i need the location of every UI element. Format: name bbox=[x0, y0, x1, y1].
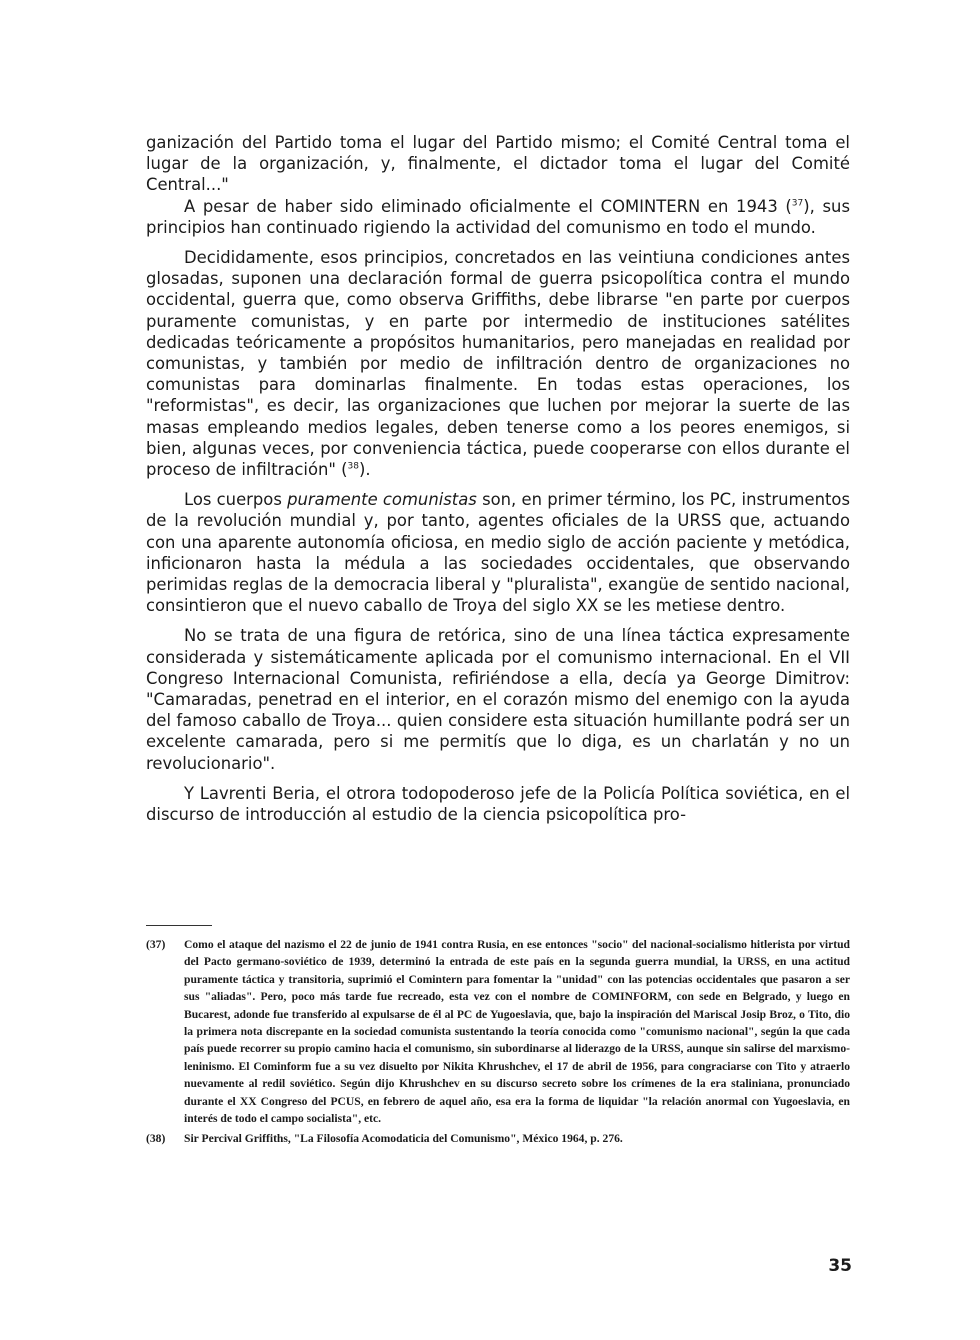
italic-phrase: puramente comunistas bbox=[287, 490, 477, 510]
paragraph-dimitrov bbox=[146, 625, 850, 773]
paragraph-communist-bodies bbox=[146, 489, 850, 616]
paragraph-text: Decididamente, esos principios, concretados en las veintiuna condiciones antes glosadas, suponen una declaración formal de guerra psicopolítica contra el mundo occidental, guerra que, como observa Griffiths, debe librarse "en parte por cuerpos puramente comunistas, y en parte por intermedio de instituciones satélites dedicadas teóricamente a propósitos humanitarios, pero manejadas en realidad por comunistas, y también por medio de infiltración dentro de organizaciones no comunistas para dominarlas finalmente. En todas estas operaciones, los "reformistas", es decir, las organizaciones que luchen por mejorar la suerte de las masas empleando medios legales, deben tenerse como a los peores enemigos, si bien, algunas veces, por conveniencia táctica, puede cooperarse con ellos durante el proceso de infiltración" ( bbox=[146, 248, 850, 480]
paragraph-text: A pesar de haber sido eliminado oficialmente el COMINTERN en 1943 ( bbox=[184, 196, 792, 216]
footnote-text: Como el ataque del nazismo el 22 de junio de 1941 contra Rusia, en ese entonces "socio" del nacional-socialismo hitlerista por virtud del Pacto germano-soviético de 1939, determinó la entrada de este país en la segunda guerra mundial, la URSS, en una actitud puramente táctica y transitoria, suprimió el Comintern para fomentar la "unidad" con las potencias occidentales que pasaron a ser sus "aliadas". Pero, poco más tarde fue recreado, esta vez con el nombre de COMINFORM, con sede en Belgrado, y luego en Bucarest, adonde fue transferido al expulsarse de él al PC de Yugoeslavia, que, bajo la inspiración del Mariscal Josip Broz, o Tito, dio la primera nota discrepante en la sociedad comunista sustentando la teoría conocida como "comunismo nacional", según la que cada país puede recorrer su propio camino hacia el comunismo, sin subordinarse al liderazgo de la URSS, aunque sin salirse del marxismo-leninismo. El Cominform fue a su vez disuelto por Nikita Khrushchev, el 17 de abril de 1956, para congraciarse con Tito y atraerlo nuevamente al redil soviético. Según dijo Khrushchev en su discurso secreto sobre los crímenes de la era staliniana, pronunciado durante el XX Congreso del PCUS, en febrero de aquel año, esa era la forma de liquidar "la relación anormal con Yugoeslavia, en interés de todo el campo socialista", etc. bbox=[184, 938, 850, 1126]
footnote-reference: 37 bbox=[791, 198, 804, 209]
paragraph-text: Los cuerpos bbox=[184, 490, 288, 510]
paragraph-continuation bbox=[146, 132, 850, 196]
footnote-divider bbox=[146, 925, 212, 926]
footnote-number: (38) bbox=[146, 1132, 166, 1146]
paragraph-text: ). bbox=[359, 460, 371, 480]
paragraph-beria bbox=[146, 783, 850, 825]
main-text bbox=[146, 132, 850, 825]
paragraph-text: son, en primer término, los PC, instrumentos de la revolución mundial y, por tanto, agentes oficiales de la URSS que, actuando con una aparente autonomía oficiosa, en medio siglo de acción paciente y metódica, inficionaron hasta la médula a las sociedades occidentales, que observando perimidas reglas de la democracia liberal y "pluralista", exangüe de sentido nacional, consintieron que el nuevo caballo de Troya del siglo XX se les metiese dentro. bbox=[146, 490, 850, 616]
footnotes bbox=[146, 936, 850, 1151]
paragraph-text: ganización del Partido toma el lugar del Partido mismo; el Comité Central toma el lugar de la organización, y, finalmente, el dictador toma el lugar del Comité Central..." bbox=[146, 133, 850, 195]
paragraph-text: ), sus principios han continuado rigiendo la actividad del comunismo en todo el mundo. bbox=[146, 196, 850, 237]
paragraph-text: Y Lavrenti Beria, el otrora todopoderoso jefe de la Policía Política soviética, en el discurso de introducción al estudio de la ciencia psicopolítica pro- bbox=[146, 783, 850, 825]
paragraph-comintern bbox=[146, 196, 850, 238]
footnote-number: (37) bbox=[146, 938, 166, 951]
footnote-text: Sir Percival Griffiths, "La Filosofía Acomodaticia del Comunismo", México 1964, p. 276. bbox=[184, 1132, 623, 1146]
footnote-37 bbox=[146, 936, 850, 1127]
page-number: 35 bbox=[828, 1256, 852, 1276]
paragraph-text: No se trata de una figura de retórica, sino de una línea táctica expresamente considerada y sistemáticamente aplicada por el comunismo internacional. En el VII Congreso Internacional Comunista, refiriéndose a ella, decía ya George Dimitrov: "Camaradas, penetrad en el interior, en el corazón mismo del enemigo con la ayuda del famoso caballo de Troya... quien considere esta situación humillante podrá ser un excelente camarada, pero si me permitís que lo diga, es un charlatán y no un revolucionario". bbox=[146, 626, 850, 773]
footnote-38 bbox=[146, 1130, 850, 1147]
paragraph-principles bbox=[146, 247, 850, 480]
footnote-reference: 38 bbox=[347, 461, 359, 472]
